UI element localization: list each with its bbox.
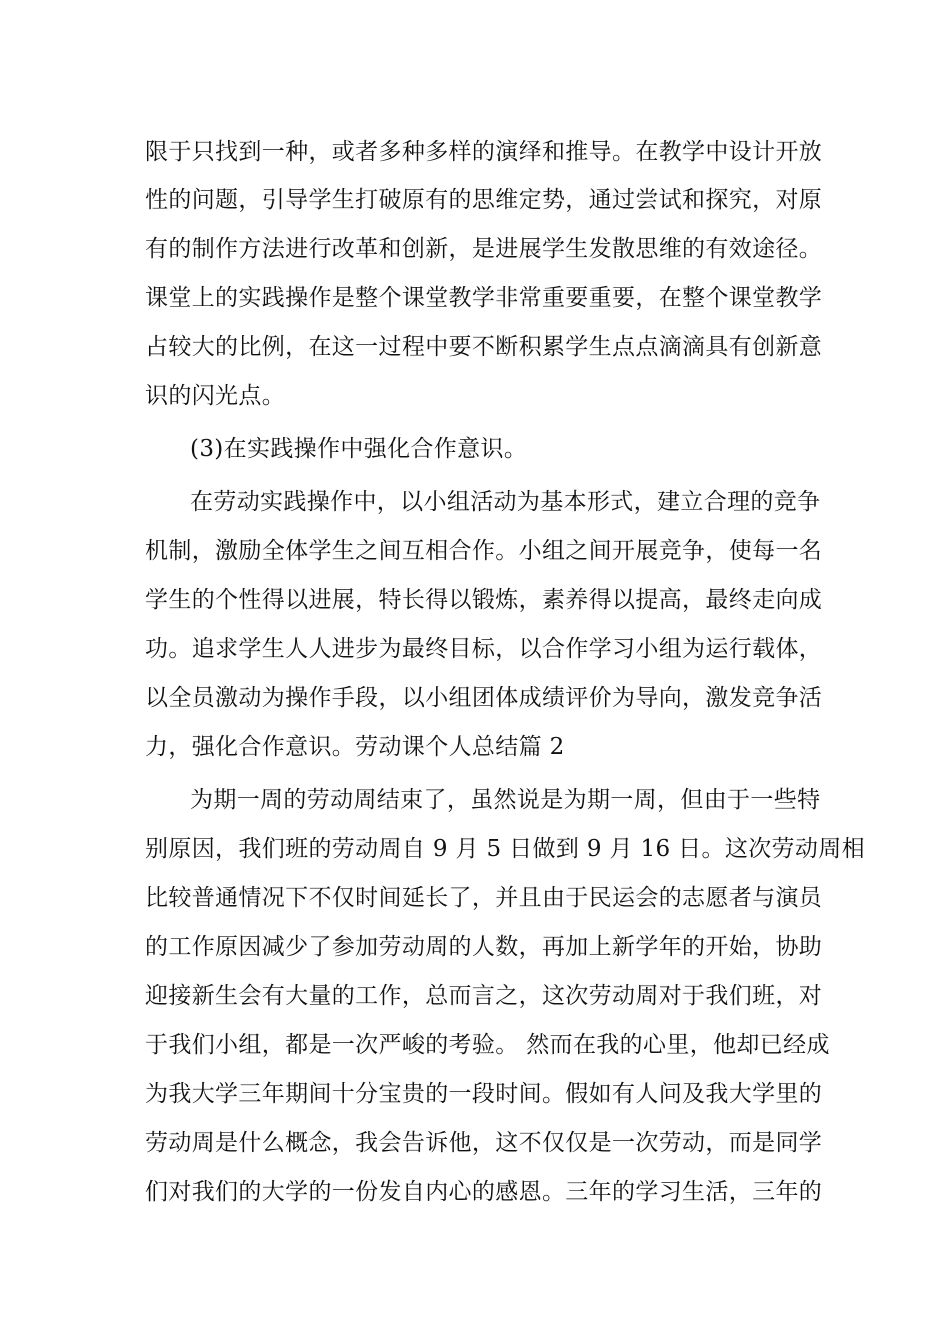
- text-line: 迎接新生会有大量的工作，总而言之，这次劳动周对于我们班，对: [145, 983, 823, 1009]
- section-heading: (3)在实践操作中强化合作意识。: [190, 436, 528, 462]
- text-line: 性的问题，引导学生打破原有的思维定势，通过尝试和探究，对原: [145, 187, 823, 213]
- text-line: 为我大学三年期间十分宝贵的一段时间。假如有人问及我大学里的: [145, 1081, 823, 1107]
- text-line: 劳动周是什么概念，我会告诉他，这不仅仅是一次劳动，而是同学: [145, 1130, 823, 1156]
- text-line: 功。追求学生人人进步为最终目标，以合作学习小组为运行载体，: [145, 636, 823, 662]
- text-line: 占较大的比例，在这一过程中要不断积累学生点点滴滴具有创新意: [145, 334, 823, 360]
- text-line: 为期一周的劳动周结束了，虽然说是为期一周，但由于一些特: [190, 787, 821, 813]
- text-line: 在劳动实践操作中，以小组活动为基本形式，建立合理的竞争: [190, 489, 821, 515]
- text-line: 课堂上的实践操作是整个课堂教学非常重要重要，在整个课堂教学: [145, 285, 823, 311]
- text-line: 学生的个性得以进展，特长得以锻炼，素养得以提高，最终走向成: [145, 587, 823, 613]
- text-line: 于我们小组，都是一次严峻的考验。 然而在我的心里，他却已经成: [145, 1032, 830, 1058]
- text-line: 限于只找到一种，或者多种多样的演绎和推导。在教学中设计开放: [145, 139, 823, 165]
- text-line: 别原因，我们班的劳动周自 9 月 5 日做到 9 月 16 日。这次劳动周相: [145, 836, 865, 862]
- text-line: 机制，激励全体学生之间互相合作。小组之间开展竞争，使每一名: [145, 538, 823, 564]
- text-line: 识的闪光点。: [145, 383, 286, 409]
- text-line: 们对我们的大学的一份发自内心的感恩。三年的学习生活，三年的: [145, 1179, 823, 1205]
- text-line: 比较普通情况下不仅时间延长了，并且由于民运会的志愿者与演员: [145, 885, 823, 911]
- text-line: 力，强化合作意识。劳动课个人总结篇 2: [145, 734, 565, 760]
- text-line: 以全员激动为操作手段，以小组团体成绩评价为导向，激发竞争活: [145, 685, 823, 711]
- text-line: 有的制作方法进行改革和创新，是进展学生发散思维的有效途径。: [145, 236, 823, 262]
- text-line: 的工作原因减少了参加劳动周的人数，再加上新学年的开始，协助: [145, 934, 823, 960]
